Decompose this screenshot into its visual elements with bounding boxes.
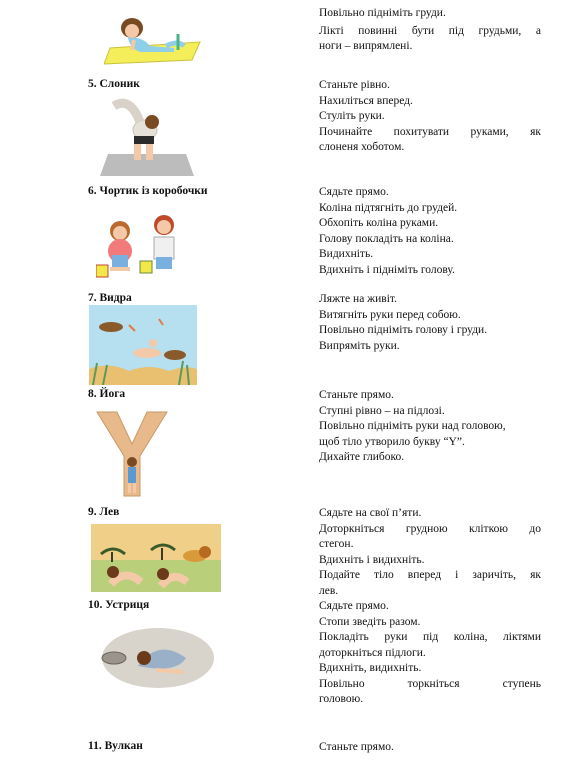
lion-pose-illustration <box>91 524 221 592</box>
step-line: Коліна підтягніть до грудей. <box>319 201 458 214</box>
oyster-pose-illustration <box>96 618 214 692</box>
step-line: лев. <box>319 584 339 597</box>
exercise-9-title: 9. Лев <box>88 506 120 518</box>
elephant-pose-illustration <box>100 92 194 178</box>
step-line: Обхопіть коліна руками. <box>319 217 439 229</box>
step-line: стегон. <box>319 538 354 550</box>
step-line: Доторкніться грудною кліткою до <box>319 522 541 535</box>
exercise-10-title: 10. Устриця <box>88 599 150 611</box>
step-line: Станьте рівно. <box>319 79 390 91</box>
step-line: Сядьте прямо. <box>319 186 389 198</box>
step-line: Повільно торкніться ступень <box>319 677 541 690</box>
exercise-8-title: 8. Йога <box>88 388 126 400</box>
step-line: Станьте прямо. <box>319 741 394 753</box>
step-line: Сядьте прямо. <box>319 600 389 612</box>
step-line: Нахиліться вперед. <box>319 94 413 107</box>
step-line: головою. <box>319 693 364 705</box>
step-line: Голову покладіть на коліна. <box>319 232 454 245</box>
step-line: Покладіть руки під коліна, ліктями <box>319 631 541 643</box>
exercise-9-steps <box>319 506 541 599</box>
step-line: Повільно підніміть голову і груди. <box>319 324 488 336</box>
exercise-7-title: 7. Видра <box>88 292 132 304</box>
step-line: Витягніть руки перед собою. <box>319 308 461 321</box>
step-line: Видихніть. <box>319 248 374 260</box>
step-line: слоненя хоботом. <box>319 141 405 153</box>
yoga-y-letter-illustration <box>93 410 171 498</box>
step-line: Лікті повинні бути під грудьми, а <box>319 24 541 37</box>
step-line: Повільно підніміть руки над головою, <box>319 420 506 432</box>
exercise-11-steps <box>319 740 541 756</box>
exercise-7-steps <box>319 292 541 354</box>
jack-in-the-box-illustration <box>96 205 192 283</box>
step-line: Дихайте глибоко. <box>319 451 405 463</box>
step-line: Вдихніть і підніміть голову. <box>319 263 455 276</box>
step-line: щоб тіло утворило букву “Y”. <box>319 435 465 448</box>
exercise-6-steps <box>319 185 541 278</box>
step-line: ноги – випрямлені. <box>319 40 413 52</box>
step-line: Випряміть руки. <box>319 339 400 352</box>
exercise-5-title: 5. Слоник <box>88 78 140 90</box>
exercise-5-steps <box>319 78 541 156</box>
step-line: Повільно підніміть груди. <box>319 7 446 19</box>
exercise-8-steps <box>319 388 541 466</box>
step-line: Починайте похитувати руками, як <box>319 125 541 138</box>
step-line: Подайте тіло вперед і заричіть, як <box>319 569 541 581</box>
exercise-4-steps <box>319 6 541 55</box>
step-line: доторкніться підлоги. <box>319 646 426 659</box>
otter-pose-illustration <box>89 305 197 385</box>
step-line: Стопи зведіть разом. <box>319 615 421 628</box>
step-line: Ступні рівно – на підлозі. <box>319 404 445 417</box>
step-line: Ляжте на живіт. <box>319 293 397 305</box>
step-line: Сядьте на свої п’яти. <box>319 507 422 519</box>
exercise-6-title: 6. Чортик із коробочки <box>88 185 208 197</box>
step-line: Станьте прямо. <box>319 389 394 401</box>
exercise-10-steps <box>319 599 541 708</box>
cobra-pose-illustration <box>104 6 204 66</box>
step-line: Вдихніть і видихніть. <box>319 553 425 566</box>
exercise-11-title: 11. Вулкан <box>88 740 143 752</box>
step-line: Стуліть руки. <box>319 110 385 122</box>
step-line: Вдихніть, видихніть. <box>319 662 422 674</box>
